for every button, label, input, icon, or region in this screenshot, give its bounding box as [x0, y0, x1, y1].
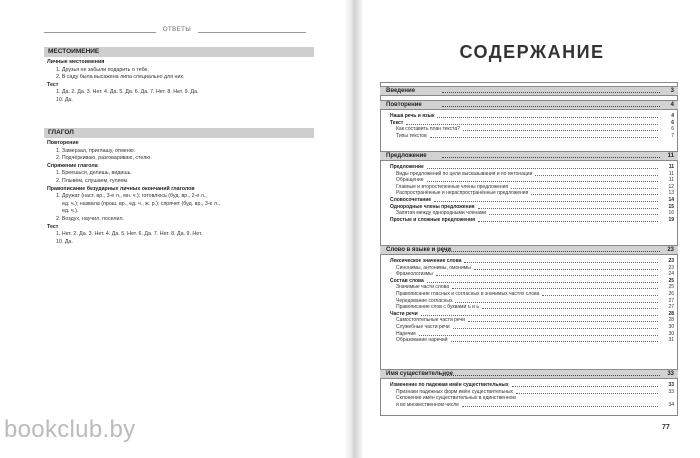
subsection-heading: Правописание безударных личных окончаний глаголов [47, 185, 195, 192]
toc-entry-title: Предложение [390, 164, 424, 170]
toc-entry-title: Состав слова [390, 277, 424, 284]
toc-entry-title: Чередование согласных [396, 297, 453, 304]
toc-entry[interactable] [390, 164, 674, 170]
toc-entry-title: Однородные члены предложения [390, 203, 475, 210]
answer-line: 2. Плывём, слушаем, гуляем. [56, 178, 129, 184]
toc-entry[interactable] [396, 324, 674, 330]
toc-section-title: Имя существительное [386, 371, 453, 377]
toc-entry[interactable] [396, 402, 674, 408]
toc-entry[interactable] [390, 258, 674, 264]
answer-line: 1. Нет. 2. Да. 3. Нет. 4. Да. 5. Нет. 6. Да. 7. Нет. 8. Да. 9. Нет. [56, 231, 203, 238]
toc-entry-page: 6 [671, 126, 674, 133]
toc-entry[interactable] [396, 171, 674, 177]
dot-leader [421, 315, 658, 316]
toc-entry-page: 11 [668, 170, 674, 177]
right-page [362, 0, 700, 440]
toc-entry-title: Значимые части слова [396, 284, 450, 291]
subsection-heading: Спряжение глагола [47, 162, 98, 169]
dot-leader [462, 406, 658, 407]
dot-leader [452, 288, 658, 289]
toc-section-title: Предложение [386, 153, 427, 159]
toc-entry[interactable] [390, 204, 674, 210]
toc-entry-page: 16 [668, 210, 674, 217]
toc-entry[interactable] [396, 210, 674, 216]
subsection-heading: Тест [47, 81, 59, 88]
page-number: 77 [662, 424, 670, 431]
toc-entry-page: 33 [668, 388, 674, 395]
answer-line: 1. Бреешься, делишь, видишь. [56, 170, 132, 177]
toc-entry-title: Фразеологизмы [396, 271, 433, 278]
section-header: ГЛАГОЛ [44, 128, 314, 138]
toc-entry-title: Части речи [390, 310, 418, 317]
dot-leader [442, 157, 660, 158]
dot-leader [442, 251, 660, 252]
toc-entry-page: 23 [668, 258, 674, 264]
toc-section-page: 33 [667, 371, 674, 377]
toc-section-page: 23 [667, 247, 674, 253]
dot-leader [451, 341, 658, 342]
toc-entry-title: Изменение по падежам имён существительных [390, 382, 509, 388]
left-page [0, 0, 344, 420]
section-header: МЕСТОИМЕНИЕ [44, 47, 314, 57]
toc-entry[interactable] [390, 382, 674, 388]
dot-leader [406, 124, 658, 125]
dot-leader [442, 375, 660, 376]
toc-section-page: 4 [670, 102, 674, 108]
dot-leader [489, 214, 658, 215]
toc-entry-page: 11 [668, 164, 674, 170]
toc-entry[interactable] [390, 278, 674, 284]
toc-entry-title: Правописание слов с буквами ъ и ь [396, 304, 479, 311]
dot-leader [482, 308, 658, 309]
toc-entry[interactable] [396, 389, 674, 395]
dot-leader [542, 295, 658, 296]
toc-entry-title: Как составить план текста? [396, 126, 460, 133]
dot-leader [442, 106, 660, 107]
toc-entry-page: 28 [668, 310, 674, 317]
toc-entry-page: 25 [668, 277, 674, 284]
toc-section[interactable] [380, 245, 678, 255]
toc-entry-title: Лексическое значение слова [390, 258, 462, 264]
answer-line: 2. Воздух, научил, поселил. [56, 216, 125, 222]
toc-entry-page: 15 [668, 203, 674, 210]
book-gutter [344, 0, 362, 458]
toc-entry[interactable] [390, 217, 674, 223]
toc-entry[interactable] [396, 190, 674, 196]
dot-leader [427, 168, 658, 169]
toc-entry-page: 28 [668, 317, 674, 324]
dot-leader [512, 386, 658, 387]
toc-entry[interactable] [396, 133, 674, 139]
toc-entry-title: Запятая между однородными членами [396, 210, 487, 217]
dot-leader [453, 328, 658, 329]
toc-entry[interactable] [396, 291, 674, 297]
dot-leader [464, 262, 658, 263]
page-header: ОТВЕТЫ [162, 27, 192, 33]
answer-line: 2. Подчёркиваю, разговариваю, стелю. [56, 155, 152, 162]
subsection-heading: Личные местоимения [47, 59, 105, 65]
toc-entry-page: 25 [668, 284, 674, 291]
toc-section[interactable] [380, 100, 678, 110]
toc-section-page: 11 [667, 153, 674, 159]
dot-leader [511, 188, 658, 189]
toc-entry-title: Типы текстов [396, 132, 427, 139]
answer-line: 1. Дружат (наст. вр., 3-е л., мн. ч.); готовлюсь (буд. вр., 2-е л., [56, 193, 207, 200]
toc-entry-title: Распространённые и нераспространённые предложения [396, 190, 529, 197]
toc-section-title: Слово в языке и речи [386, 247, 452, 253]
toc-entry[interactable] [396, 126, 674, 132]
dot-leader [427, 181, 658, 182]
dot-leader [442, 92, 660, 93]
toc-entry-page: 27 [668, 297, 674, 304]
toc-entry-page: 6 [671, 119, 674, 126]
toc-entry-page: 7 [671, 132, 674, 139]
dot-leader [478, 208, 658, 209]
dot-leader [535, 175, 658, 176]
toc-entry-title: Простые и сложные предложения [390, 216, 476, 223]
toc-entry-page: 30 [668, 324, 674, 330]
subsection-heading: Повторение [47, 140, 79, 146]
toc-entry-title: Признаки падежных форм имён существительных [396, 388, 514, 395]
toc-entry-page: 13 [668, 190, 674, 197]
toc-entry-title: Синонимы, антонимы, омонимы [396, 264, 471, 271]
toc-entry-title: Служебные части речи [396, 324, 450, 330]
toc-entry[interactable] [396, 177, 674, 183]
answer-line: ед. ч.); назвала (прош. вр., ед. ч., ж. р.); спрячет (буд. вр., 3-е л., [62, 200, 221, 207]
toc-section-title: Введение [386, 88, 416, 94]
toc-entry[interactable] [390, 311, 674, 317]
answer-line: 1. Да. 2. Да. 3. Нет. 4. Да. 5. Да. 6. Да. 7. Нет. 8. Нет. 9. Да. [56, 89, 199, 96]
toc-section-title: Повторение [386, 102, 422, 108]
toc-entry[interactable] [396, 271, 674, 277]
toc-entry-page: 23 [668, 264, 674, 271]
toc-entry[interactable] [396, 337, 674, 343]
dot-leader [455, 302, 658, 303]
toc-section[interactable] [380, 151, 678, 161]
dot-leader [419, 335, 658, 336]
toc-entry[interactable] [396, 395, 674, 401]
toc-entry-page: 11 [668, 177, 674, 184]
toc-entry-title: Образование наречий [396, 337, 448, 344]
toc-entry-title: Главные и второстепенные члены предложения [396, 183, 509, 190]
toc-entry[interactable] [396, 304, 674, 310]
toc-entry-page: 4 [671, 113, 674, 119]
dot-leader [436, 275, 658, 276]
toc-entry[interactable] [390, 120, 674, 126]
dot-leader [463, 130, 658, 131]
dot-leader [437, 117, 658, 118]
toc-entry-page: 30 [668, 330, 674, 337]
toc-entry-title: Склонение имён существительных в единственном [396, 395, 516, 402]
toc-entry[interactable] [396, 331, 674, 337]
toc-entry-title: Правописание гласных и согласных в значимых частях слова [396, 291, 540, 297]
toc-entry-page: 31 [668, 337, 674, 344]
dot-leader [430, 137, 658, 138]
toc-entry-title: Словосочетание [390, 197, 432, 203]
toc-entry-title: Наречие [396, 330, 416, 337]
toc-entry-title: Текст [390, 119, 404, 126]
toc-entry-page: 19 [668, 216, 674, 223]
toc-entry-page: 24 [668, 271, 674, 278]
answer-line: 10. Да. [56, 238, 73, 245]
answer-line: 1. Замерзал, приглашу, отменю. [56, 147, 136, 154]
dot-leader [531, 194, 658, 195]
toc-entry[interactable] [390, 197, 674, 203]
toc-entry-title: Виды предложений по цели высказывания и по интонации [396, 170, 533, 177]
dot-leader [427, 282, 658, 283]
toc-section[interactable] [380, 369, 678, 379]
answer-line: ед. ч.). [62, 208, 79, 215]
dot-leader [474, 269, 658, 270]
toc-entry[interactable] [396, 298, 674, 304]
toc-entry-page: 34 [668, 401, 674, 408]
dot-leader [516, 393, 658, 394]
answer-line: 1. Друзья не забыли подарить о тебе. [56, 66, 149, 73]
dot-leader [478, 221, 658, 222]
toc-entry[interactable] [390, 113, 674, 119]
toc-entry-page: 26 [668, 291, 674, 297]
toc-entry[interactable] [396, 284, 674, 290]
toc-entry-page: 27 [668, 304, 674, 311]
header-rule-right [198, 32, 306, 33]
toc-entry-title: и во множественном числе [396, 401, 459, 408]
toc-section[interactable] [380, 86, 678, 96]
toc-entry[interactable] [396, 317, 674, 323]
answer-line: 2. В саду была высажена липа специально для них. [56, 74, 185, 81]
toc-entry-page: 14 [668, 197, 674, 203]
dot-leader [468, 321, 658, 322]
watermark-text: bookclub.by [4, 416, 136, 443]
toc-entry-page: 12 [668, 183, 674, 190]
toc-entry-page: 33 [668, 382, 674, 388]
toc-entry-title: Самостоятельные части речи [396, 317, 465, 324]
toc-entry-title: Наша речь и язык [390, 113, 435, 119]
toc-title: СОДЕРЖАНИЕ [459, 42, 605, 62]
toc-entry-title: Обращение [396, 177, 424, 184]
toc-entry[interactable] [396, 184, 674, 190]
answer-line: 10. Да. [56, 97, 73, 103]
dot-leader [434, 201, 658, 202]
toc-section-page: 3 [670, 88, 674, 94]
toc-entry[interactable] [396, 265, 674, 271]
header-rule-left [44, 32, 156, 33]
subsection-heading: Тест [47, 223, 59, 230]
